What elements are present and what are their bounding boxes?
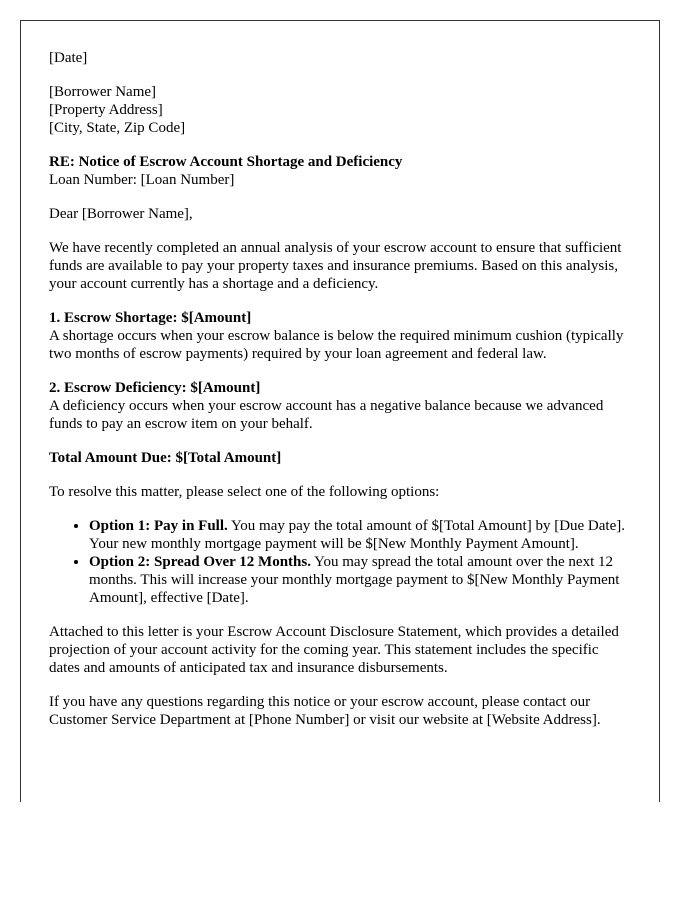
shortage-heading: 1. Escrow Shortage: $[Amount] [49,310,252,326]
intro-paragraph: We have recently completed an annual analysis of your escrow account to ensure that sufficient funds are available to pay your property taxes and insurance premiums. Based on this analysis, your account currently has a shortage and a deficiency. [49,240,622,292]
option-text: You may pay the total amount of $[Total Amount] by [Due Date]. Your new monthly mortgage payment will be $[New Monthly Payment Amount]. [89,518,625,552]
recipient-address: [Property Address] [49,102,163,118]
option-title: Option 2: Spread Over 12 Months. [89,554,311,570]
letter-date: [Date] [49,50,88,66]
salutation: Dear [Borrower Name], [49,206,193,222]
options-intro: To resolve this matter, please select one of the following options: [49,484,440,500]
option-item [89,517,631,553]
attachment-paragraph: Attached to this letter is your Escrow Account Disclosure Statement, which provides a detailed projection of your account activity for the coming year. This statement includes the specific dates and amounts of anticipated tax and insurance disbursements. [49,624,619,676]
subject-block [49,153,631,189]
recipient-block [49,83,631,137]
shortage-text: A shortage occurs when your escrow balance is below the required minimum cushion (typically two months of escrow payments) required by your loan agreement and federal law. [49,328,624,362]
deficiency-section [49,379,631,433]
total-amount-due [49,449,631,467]
option-text: You may spread the total amount over the next 12 months. This will increase your monthly mortgage payment to $[New Monthly Payment Amount], effective [Date]. [89,554,620,606]
option-title: Option 1: Pay in Full. [89,518,228,534]
re-line: RE: Notice of Escrow Account Shortage and Deficiency [49,154,403,170]
loan-number: Loan Number: [Loan Number] [49,172,235,188]
deficiency-heading: 2. Escrow Deficiency: $[Amount] [49,380,261,396]
shortage-section [49,309,631,363]
letter-page [20,20,660,802]
contact-paragraph: If you have any questions regarding this notice or your escrow account, please contact our Customer Service Department at [Phone Number] or visit our website at [Website Address]. [49,694,601,728]
recipient-name: [Borrower Name] [49,84,157,100]
option-item [89,553,631,607]
deficiency-text: A deficiency occurs when your escrow account has a negative balance because we advanced funds to pay an escrow item on your behalf. [49,398,604,432]
total-due-label: Total Amount Due: $[Total Amount] [49,450,282,466]
recipient-city-state-zip: [City, State, Zip Code] [49,120,186,136]
options-list [49,517,631,607]
